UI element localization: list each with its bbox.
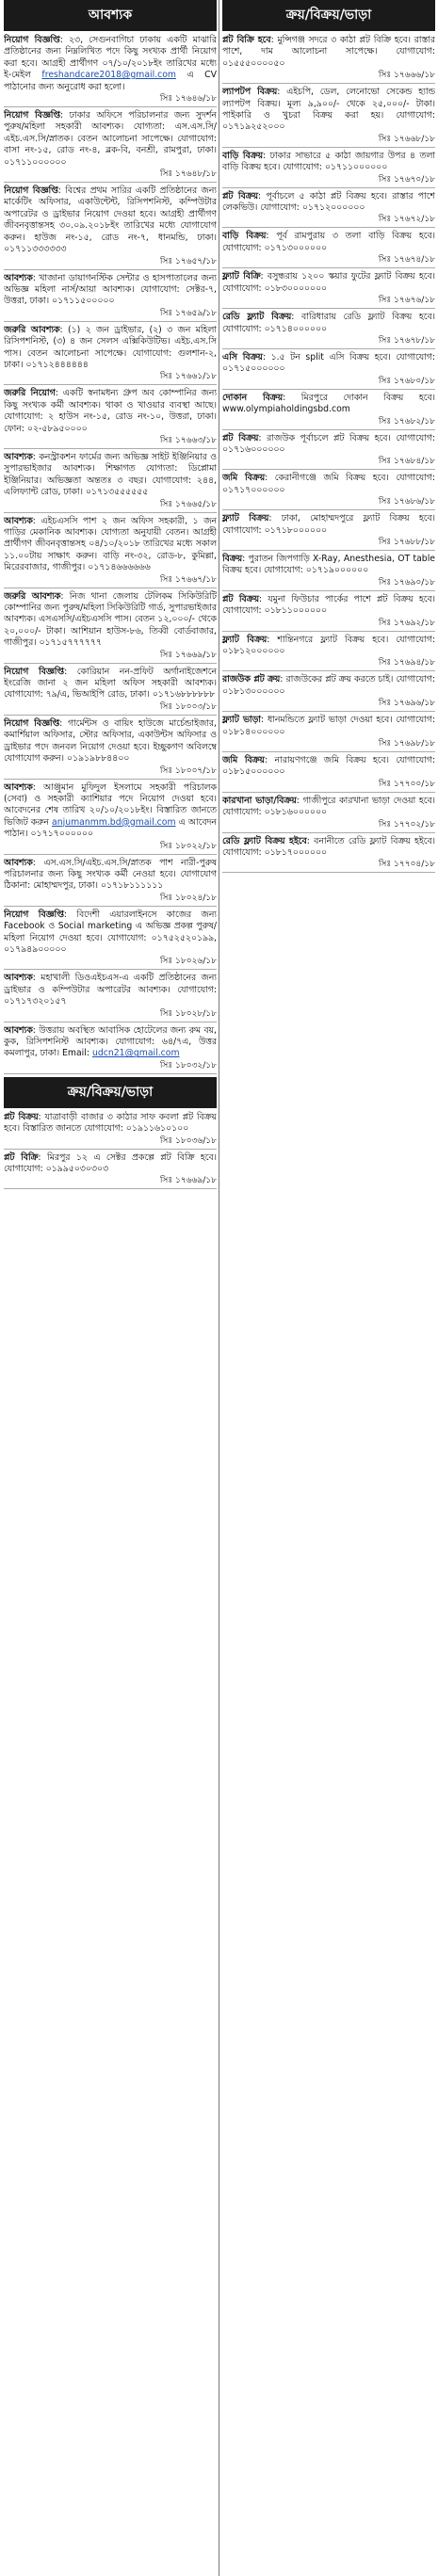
- ad-signature: সিঃ ১৭৬৯৪/১৮: [378, 658, 435, 668]
- ad-body: : মুন্সিগঞ্জ সদরে ৩ কাঠা প্লট বিক্রি হবে। রাস্তার পাশে, দাম আলোচনা সাপেক্ষে। যোগাযোগ: ০১৫৫৫০০০০৫০: [222, 35, 435, 69]
- ad-signature: সিঃ ১৮০২২/১৮: [159, 841, 217, 851]
- ad-separator: [4, 512, 217, 513]
- ad-separator: [222, 147, 435, 148]
- ad-signature: সিঃ ১৭৭০০/১৮: [378, 779, 435, 789]
- ad-body: : ঢাকার সাভারে ৫ কাঠা জায়গার উপর ৪ তলা বাড়ি বিক্রয় হবে। যোগাযোগ: ০১৭১১০০০০০০: [222, 150, 435, 173]
- section-header-abasshok: আবশ্যক: [4, 0, 217, 31]
- ad-body: : (১) ২ জন ড্রাইভার, (২) ৩ জন মহিলা রিসিপশনিস্ট, (৩) ৪ জন সেলস এক্সিকিউটিভ। এইচ.এস.সি পাস। বেতন আলোচনা সাপেক্ষে। যোগাযোগ: গুলশান-২, ঢাকা। ০১৭১২৪৪৪৪৪৪: [4, 324, 217, 370]
- ad-body: : মহাখালী ডিওএইচএস-এ একটি প্রতিষ্ঠানের জন্য ড্রাইভার ও কম্পিউটার অপারেটর আবশ্যক। যোগাযোগ: ০১৭১৭৩২০১৫৭: [4, 973, 217, 1007]
- ad-signature: সিঃ ১৭৬৮০/১৮: [378, 376, 435, 386]
- ad-heading: জমি বিক্রয়: [222, 473, 266, 484]
- ad-heading: এসি বিক্রয়: [222, 351, 263, 362]
- ad-body: : গার্মেন্টস ও বায়িং হাউজে মার্চেন্ডাইজার, কমার্শিয়াল অফিসার, স্টোর অফিসার, একাউন্টস অফিসার ও ড্রাইভার পদে জনবল নিয়োগ দেওয়া হবে। ইচ্ছুকগণ অবিলম্বে যোগাযোগ করুন। ০১৯১৯৮৮৪৪০০: [4, 717, 217, 765]
- ad-signature: সিঃ ১৮০৩৬/১৮: [159, 1135, 217, 1146]
- ad-separator: [4, 269, 217, 270]
- classified-ad: [4, 35, 217, 105]
- ad-signature: সিঃ ১৭৭০২/১৮: [378, 819, 435, 829]
- ad-body: : খাজানা ডায়াগনস্টিক সেন্টার ও হাসপাতালের জন্য অভিজ্ঞ মহিলা নার্স/আয়া আবশ্যক। যোগাযোগ: সেক্টর-৭, উত্তরা, ঢাকা। ০১৭১১৫০০০০০: [4, 272, 217, 307]
- ad-heading: আবশ্যক: [4, 1024, 33, 1036]
- classified-ad: [4, 325, 217, 383]
- ad-signature: সিঃ ১৭৬৫৯/১৮: [159, 308, 217, 318]
- ad-body: : যাত্রাবাড়ী বাজার ৩ কাঠার সাফ কবলা প্লট বিক্রয় হবে। বিস্তারিত জানতে যোগাযোগ: ০১৯১১৬১০১০০: [4, 1111, 217, 1135]
- ad-separator: [4, 106, 217, 107]
- classified-ad: [4, 718, 217, 777]
- section-header-buy-sell-rent: ক্রয়/বিক্রয়/ভাড়া: [222, 0, 435, 31]
- classified-ad: [4, 910, 217, 968]
- ad-body: : কোরিয়ান নন-প্রফিট অর্গানাইজেশনে ইংরেজি জানা ২ জন মহিলা অফিস সহকারী আবশ্যক। যোগাযোগ: ৭৯/এ, ভিআইপি রোড, ঢাকা। ০১৭১৬৮৮৮৮৮৮: [4, 666, 217, 700]
- ad-body: : এইচপি, ডেল, লেনোভো সেকেন্ড হ্যান্ড ল্যাপটপ বিক্রয়। মূল্য ৯,৯০০/- থেকে ২৫,০০০/- টাকা। পাইকারি ও খুচরা বিক্রয় করা হয়। যোগাযোগ: ০১৭১৯২৫২০০০: [222, 87, 435, 133]
- ad-signature: সিঃ ১৭৬৬৫/১৮: [159, 499, 217, 509]
- ad-separator: [222, 590, 435, 591]
- ad-signature: সিঃ ১৭৬৬৩/১৮: [159, 435, 217, 445]
- ad-heading: জমি বিক্রয়: [222, 755, 265, 766]
- right-column: [222, 0, 435, 2576]
- ad-signature: সিঃ ১৭৬৯৬/১৮: [378, 699, 435, 709]
- classified-ad: [222, 594, 435, 629]
- ad-heading: ল্যাপটপ বিক্রয়: [222, 87, 278, 98]
- ad-separator: [222, 227, 435, 228]
- classified-ad: [222, 352, 435, 387]
- classified-ad: [222, 635, 435, 669]
- ad-separator: [222, 631, 435, 632]
- ad-body: : নিজ থানা জেলায় টেলিকম সিকিউরিটি কোম্পানির জন্য পুরুষ/মহিলা সিকিউরিটি গার্ড, সুপারভাইজার আবশ্যক। এসএসসি/এইচএসসি পাস। বেতন ১২,০০০/- থেকে ২০,০০০/- টাকা। আশিয়ান হাউস-৮৬, তিব্বী বোর্ডবাজার, গাজীপুর। ০১৭১৫৭৭৭৭৭৭: [4, 590, 217, 649]
- ad-body: : বারিধারায় রেডি ফ্ল্যাট বিক্রয় হবে। যোগাযোগ: ০১৭১৪০০০০০০: [222, 312, 435, 334]
- classified-ad: [222, 796, 435, 830]
- ad-body: : এইচএসসি পাশ ২ জন অফিস সহকারী, ১ জন গাড়ির মেকানিক আবশ্যক। যোগ্যতা অনুযায়ী বেতন। আগ্রহী প্রার্থীগণ জীবনবৃত্তান্তসহ ০৪/১০/২০১৮ তারিখের মধ্যে সকাল ১১.০০টায় সাক্ষাৎ করুন। বাড়ি নং-৩২, রোড-৮, কুমিল্লা, মিরেরবাজার, গাজীপুর। ০১৭১৪৬৬৬৬৬৬: [4, 515, 217, 573]
- classified-ad: [4, 1152, 217, 1187]
- classified-ad: [4, 516, 217, 586]
- ad-body: : কনস্ট্রাকশন ফার্মের জন্য অভিজ্ঞ সাইট ইঞ্জিনিয়ার ও সুপারভাইজার আবশ্যক। শিক্ষাগত যোগ্যতা: ডিপ্লোমা ইঞ্জিনিয়ার। অভিজ্ঞতা অন্ততঃ ৩ বছর। যোগাযোগ: ২৪৪, এলিফ্যান্ট রোড, ঢাকা। ০১৭১৩৫৫৫৫৫৫: [4, 451, 217, 498]
- ad-signature: সিঃ ১৭৬৯৮/১৮: [378, 739, 435, 749]
- classified-ad: [222, 271, 435, 306]
- ad-heading: নিয়োগ বিজ্ঞপ্তি: [4, 717, 60, 729]
- ad-separator: [4, 854, 217, 855]
- classified-ad: [222, 554, 435, 588]
- classified-ad: [222, 231, 435, 266]
- ad-separator: [222, 469, 435, 470]
- ad-separator: [222, 670, 435, 671]
- classified-ad: [4, 185, 217, 266]
- ad-signature: সিঃ ১৭৬৮৪/১৮: [378, 457, 435, 467]
- classified-ad: [222, 312, 435, 346]
- classified-ad: [222, 35, 435, 81]
- ad-signature: সিঃ ১৭৬৪৬/১৮: [159, 94, 217, 105]
- ad-body: : আঞ্জুমান মুফিদুল ইসলামে সহকারী পরিচালক (সেবা) ও সহকারী ক্যাশিয়ার পদে নিয়োগ দেওয়া হবে। আবেদনের শেষ তারিখ ২০/১০/২০১৮ইং। বিস্তারিত জানতে ভিজিট করুন: [4, 781, 217, 828]
- ad-heading: আবশ্যক: [4, 515, 33, 526]
- ad-body: : ২৩, সেগুনবাগিচা ঢাকায় একটি মাঝারি প্রতিষ্ঠানের জন্য নিম্নলিখিত পদে কিছু সংখ্যক প্রার্থী নিয়োগ করা হবে। আগ্রহী প্রার্থীগণ ০৭/১০/২০১৮ইং তারিখের মধ্যে ই-মেইল: [4, 35, 217, 81]
- ad-heading: প্লট বিক্রয়: [222, 593, 259, 604]
- ad-separator: [222, 509, 435, 510]
- ad-signature: সিঃ ১৮০২৬/১৮: [159, 957, 217, 967]
- ad-heading: প্লট বিক্রয়: [222, 432, 259, 443]
- ad-heading: দোকান বিক্রয়: [222, 392, 284, 403]
- left-column: [4, 0, 217, 2576]
- ad-signature: সিঃ ১৮০০৩/১৮: [159, 701, 217, 712]
- ad-heading: আবশ্যক: [4, 781, 33, 793]
- ad-separator: [222, 832, 435, 833]
- classified-ad: [222, 87, 435, 145]
- ad-separator: [222, 83, 435, 84]
- ad-separator: [222, 751, 435, 752]
- ad-body: : মিরপুরে দোকান বিক্রয় হবে। www.olympiaholdingsbd.com: [222, 392, 435, 415]
- ad-heading: রেডি ফ্ল্যাট বিক্রয়: [222, 312, 292, 323]
- ad-separator: [222, 187, 435, 188]
- ad-signature: সিঃ ১৭৬৬৭/১৮: [159, 574, 217, 585]
- ad-body: : ঢাকা, মোহাম্মদপুরে ফ্ল্যাট বিক্রয় হবে। যোগাযোগ: ০১৭১৮০০০০০০: [222, 513, 435, 536]
- ad-signature: সিঃ ১৮০২৮/১৮: [159, 1008, 217, 1019]
- ad-heading: নিয়োগ বিজ্ঞপ্তি: [4, 35, 60, 45]
- ad-email-link[interactable]: anjumanmm.bd@gmail.com: [52, 816, 176, 828]
- ad-body: : একটি স্বনামধন্য গ্রুপ অব কোম্পানির জন্য কিছু সংখ্যক কর্মী আবশ্যক। থাকা ও খাওয়ার ব্যবস্থা আছে। যোগাযোগ: ২ হাউস নং-১৫, রোড নং-১০, উত্তরা, ঢাকা। ফোন: ০২-৫৮৯৫০০০০: [4, 388, 217, 434]
- ad-separator: [222, 429, 435, 430]
- ad-signature: সিঃ ১৭৬৬৯/১৮: [159, 1176, 217, 1186]
- classified-ad: [222, 191, 435, 226]
- ad-heading: বাড়ি বিক্রয়: [222, 231, 267, 242]
- ad-heading: নিয়োগ বিজ্ঞপ্তি: [4, 110, 61, 121]
- classified-ad: [222, 151, 435, 185]
- ad-separator: [222, 872, 435, 873]
- section-header-buy-sell-rent-left: ক্রয়/বিক্রয়/ভাড়া: [4, 1077, 217, 1108]
- ad-heading: ফ্ল্যাট বিক্রি: [222, 271, 261, 282]
- classified-ad: [222, 393, 435, 427]
- ad-signature: সিঃ ১৭৬৯২/১৮: [378, 618, 435, 628]
- ad-heading: আবশ্যক: [4, 451, 33, 462]
- classified-ad: [222, 836, 435, 871]
- ad-signature: সিঃ ১৭৬৮৮/১৮: [378, 537, 435, 547]
- ad-signature: সিঃ ১৭৬৮৬/১৮: [378, 497, 435, 507]
- ad-heading: নিয়োগ বিজ্ঞপ্তি: [4, 666, 65, 677]
- ad-separator: [222, 550, 435, 551]
- ad-signature: সিঃ ১৮০০৭/১৮: [159, 765, 217, 776]
- ad-email-link[interactable]: udcn21@gmail.com: [91, 1048, 180, 1059]
- classified-ad: [222, 715, 435, 749]
- ad-heading: প্লট বিক্রি হবে: [222, 35, 271, 45]
- classified-ad: [4, 858, 217, 904]
- ad-separator: [4, 779, 217, 780]
- ad-separator: [222, 348, 435, 349]
- classified-ad: [222, 674, 435, 709]
- ad-separator: [4, 1149, 217, 1150]
- ad-body: : উত্তরায় অবস্থিত আবাসিক হোটেলের জন্য রুম বয়, কুক, রিসিপশনিস্ট আবশ্যক। যোগাযোগ: ৬৪/৭এ, উত্তর কমলাপুর, ঢাকা। Email:: [4, 1024, 217, 1059]
- classified-ad: [4, 1025, 217, 1071]
- classified-ad: [4, 273, 217, 319]
- ad-heading: প্লট বিক্রয়: [222, 190, 259, 201]
- classified-ad: [4, 1112, 217, 1147]
- ad-heading: আবশ্যক: [4, 973, 33, 984]
- ad-signature: সিঃ ১৭৬৮২/১৮: [378, 416, 435, 427]
- ad-body: : এস.এস.সি/এইচ.এস.সি/স্নাতক পাশ নারী-পুরুষ পরিচালনার জন্য কিছু সংখ্যক কর্মী নেওয়া হবে। যোগাযোগ ঠিকানা: মোহাম্মদপুর, ঢাকা। ০১৭১৮১১১১১১: [4, 857, 217, 892]
- buy-sell-ads-list: [222, 35, 435, 873]
- ad-signature: সিঃ ১৭৭০৪/১৮: [378, 860, 435, 870]
- ad-body: : পূর্ব রামপুরায় ৩ তলা বাড়ি বিক্রয় হবে। যোগাযোগ: ০১৭১৩০০০০০০: [222, 231, 435, 253]
- ad-signature: সিঃ ১৭৬৪৮/১৮: [159, 169, 217, 180]
- ad-signature: সিঃ ১৭৬৬৬/১৮: [378, 71, 435, 81]
- ad-heading: নিয়োগ বিজ্ঞপ্তি: [4, 909, 64, 920]
- ad-heading: রাজউক প্লট ক্রয়: [222, 674, 281, 685]
- ad-heading: আবশ্যক: [4, 857, 33, 868]
- ad-signature: সিঃ ১৮০৩২/১৮: [159, 1060, 217, 1071]
- ad-signature: সিঃ ১৭৬৬১/১৮: [159, 372, 217, 382]
- ad-body: : রাজউক পূর্বাচলে প্লট বিক্রয় হবে। যোগাযোগ: ০১৭১৬০০০০০০: [222, 432, 435, 455]
- ad-body: : যমুনা ফিউচার পার্কের পাশে প্লট বিক্রয় হবে। যোগাযোগ: ০১৮১১০০০০০০: [222, 593, 435, 617]
- ad-body: : বনানীতে রেডি ফ্ল্যাট বিক্রয় হইবে। যোগাযোগ: ০১৮১৭০০০০০০: [222, 835, 435, 859]
- ad-heading: জরুরি আবশ্যক: [4, 590, 61, 602]
- classified-ad: [4, 782, 217, 852]
- ad-body: : নারায়ণগঞ্জে জমি বিক্রয় হবে। যোগাযোগ: ০১৮১৫০০০০০০: [222, 755, 435, 778]
- ad-signature: সিঃ ১৮০২৪/১৮: [159, 893, 217, 903]
- ad-separator: [222, 308, 435, 309]
- ad-body: : বিদেশী এয়ারলাইনসে কাজের জন্য Facebook ও Social marketing এ অভিজ্ঞ প্রকল্প পুরুষ/মহিলা নিয়োগ দেওয়া হবে। যোগাযোগ: ০১৭৫২৫২০১৯৯, ০১৭৯৪৯০০০০০: [4, 909, 217, 955]
- classified-ad: [4, 388, 217, 446]
- ad-separator: [4, 1188, 217, 1189]
- ad-body: : পূর্বাচলে ৫ কাঠা প্লট বিক্রয় হবে। রাস্তার পাশে লেকভিউ। যোগাযোগ: ০১৭১২০০০০০০: [222, 190, 435, 214]
- ad-separator: [4, 663, 217, 664]
- ad-body-tail: এ CV পাঠানোর জন্য অনুরোধ করা হলো।: [4, 70, 217, 92]
- ad-body: : পুরাতন জিপগাড়ি X-Ray, Anesthesia, OT table বিক্রয় হবে। যোগাযোগ: ০১৭১৯০০০০০০: [222, 553, 435, 576]
- ad-separator: [4, 906, 217, 907]
- ad-heading: নিয়োগ বিজ্ঞপ্তি: [4, 185, 58, 197]
- ad-signature: সিঃ ১৭৬৬৯/১৮: [159, 650, 217, 660]
- ad-heading: জরুরি আবশ্যক: [4, 324, 60, 335]
- ad-body: : বিশ্বের প্রথম সারির একটি প্রতিষ্ঠানের জন্য মার্কেটিং অফিসার, একাউন্টেন্ট, রিসিপশনিস্ট, কম্পিউটার অপারেটর ও ড্রাইভার নিয়োগ দেওয়া হবে। আগ্রহী প্রার্থীগণ জীবনবৃত্তান্তসহ ৩০.০৯.২০১৮ইং তারিখের মধ্যে যোগাযোগ করুন। হাউজ নং-১৫, রোড নং-৭, ধানমন্ডি, ঢাকা। ০১৭১১৩৩৩৩৩৩: [4, 185, 217, 255]
- ad-heading: প্লট বিক্রয়: [4, 1111, 39, 1122]
- ad-heading: রেডি ফ্ল্যাট বিক্রয় হইবে: [222, 835, 307, 846]
- ad-body: : শান্তিনগরে ফ্ল্যাট বিক্রয় হবে। যোগাযোগ: ০১৮১২০০০০০০: [222, 634, 435, 656]
- classified-ad: [4, 667, 217, 713]
- classified-ad: [4, 591, 217, 661]
- ad-body: : ১.৫ টন split এসি বিক্রয় হবে। যোগাযোগ: ০১৭১৫০০০০০০: [222, 351, 435, 375]
- ad-heading: ফ্ল্যাট ভাড়া: [222, 715, 261, 726]
- ad-heading: ফ্ল্যাট বিক্রয়: [222, 634, 268, 645]
- ad-body: : রাজউকের প্লট ক্রয় করতে চাই। যোগাযোগ: ০১৮১৩০০০০০০: [222, 674, 435, 697]
- ad-signature: সিঃ ১৭৬৭৬/১৮: [378, 296, 435, 306]
- ad-body: : ঢাকার অফিসে পরিচালনার জন্য সুদর্শন পুরুষ/মহিলা সহকারী আবশ্যক। যোগ্যতা: এস.এস.সি/এইচ.এস.সি/স্নাতক। বেতন আলোচনা সাপেক্ষে। যোগাযোগ: বাসা নং-১৫, রোড নং-৪, ব্লক-বি, বনশ্রী, রামপুরা, ঢাকা। ০১৭১১০০০০০০: [4, 110, 217, 168]
- ad-signature: সিঃ ১৭৬৭২/১৮: [378, 215, 435, 225]
- ad-separator: [222, 711, 435, 712]
- ad-separator: [4, 321, 217, 322]
- ad-separator: [4, 1073, 217, 1074]
- ad-heading: প্লট বিক্রি: [4, 1151, 39, 1163]
- ad-body: : কেরানীগঞ্জে জমি বিক্রয় হবে। যোগাযোগ: ০১৭১৭০০০০০০: [222, 473, 435, 495]
- job-ads-list: [4, 35, 217, 1074]
- ad-body-tail: এ আবেদন পাঠান। ০১৭১৭০০০০০০: [4, 816, 217, 840]
- ad-body: : বসুন্ধরায় ১২০০ স্কয়ার ফুটের ফ্ল্যাট বিক্রয় হবে। যোগাযোগ: ০১৮৩০০০০০০০: [222, 271, 435, 294]
- ad-email-link[interactable]: freshandcare2018@gmail.com: [41, 70, 176, 81]
- ad-heading: জরুরি নিয়োগ: [4, 388, 56, 399]
- ad-signature: সিঃ ১৭৬৭৮/১৮: [378, 335, 435, 346]
- ad-signature: সিঃ ১৭৬৭৪/১৮: [378, 255, 435, 266]
- ad-separator: [4, 384, 217, 385]
- ad-separator: [222, 792, 435, 793]
- classified-ad: [4, 110, 217, 180]
- ad-body: : মিরপুর ১২ এ সেক্টর প্রকল্পে প্লট বিক্রি হবে। যোগাযোগ: ০১৯৯৫০৩০৩০৩: [4, 1151, 217, 1175]
- ad-heading: বাড়ি বিক্রয়: [222, 150, 263, 161]
- ad-separator: [4, 715, 217, 716]
- classified-ad: [4, 973, 217, 1019]
- ad-heading: ফ্ল্যাট বিক্রয়: [222, 513, 269, 524]
- classified-ad: [222, 433, 435, 468]
- classified-ad: [222, 473, 435, 507]
- ad-body: : গাজীপুরে কারখানা ভাড়া দেওয়া হবে। যোগাযোগ: ০১৮১৬০০০০০০: [222, 795, 435, 818]
- ad-heading: বিক্রয়: [222, 553, 243, 564]
- ad-signature: সিঃ ১৭৬৭০/১৮: [378, 174, 435, 185]
- classified-ad: [222, 513, 435, 548]
- ad-heading: কারখানা ভাড়া/বিক্রয়: [222, 795, 297, 806]
- ad-separator: [4, 969, 217, 970]
- ad-heading: আবশ্যক: [4, 272, 33, 283]
- buy-sell-ads-list-left: [4, 1112, 217, 1190]
- classified-ad: [4, 452, 217, 510]
- ad-body: : ধানমন্ডিতে ফ্ল্যাট ভাড়া দেওয়া হবে। যোগাযোগ: ০১৮১৪০০০০০০: [222, 715, 435, 737]
- classified-ad: [222, 755, 435, 790]
- ad-separator: [222, 389, 435, 390]
- ad-separator: [4, 448, 217, 449]
- ad-signature: সিঃ ১৭৬৬৮/১৮: [378, 134, 435, 144]
- ad-separator: [4, 182, 217, 183]
- ad-signature: সিঃ ১৭৬৫৭/১৮: [159, 256, 217, 266]
- ad-separator: [222, 267, 435, 268]
- ad-signature: সিঃ ১৭৬৯০/১৮: [378, 577, 435, 588]
